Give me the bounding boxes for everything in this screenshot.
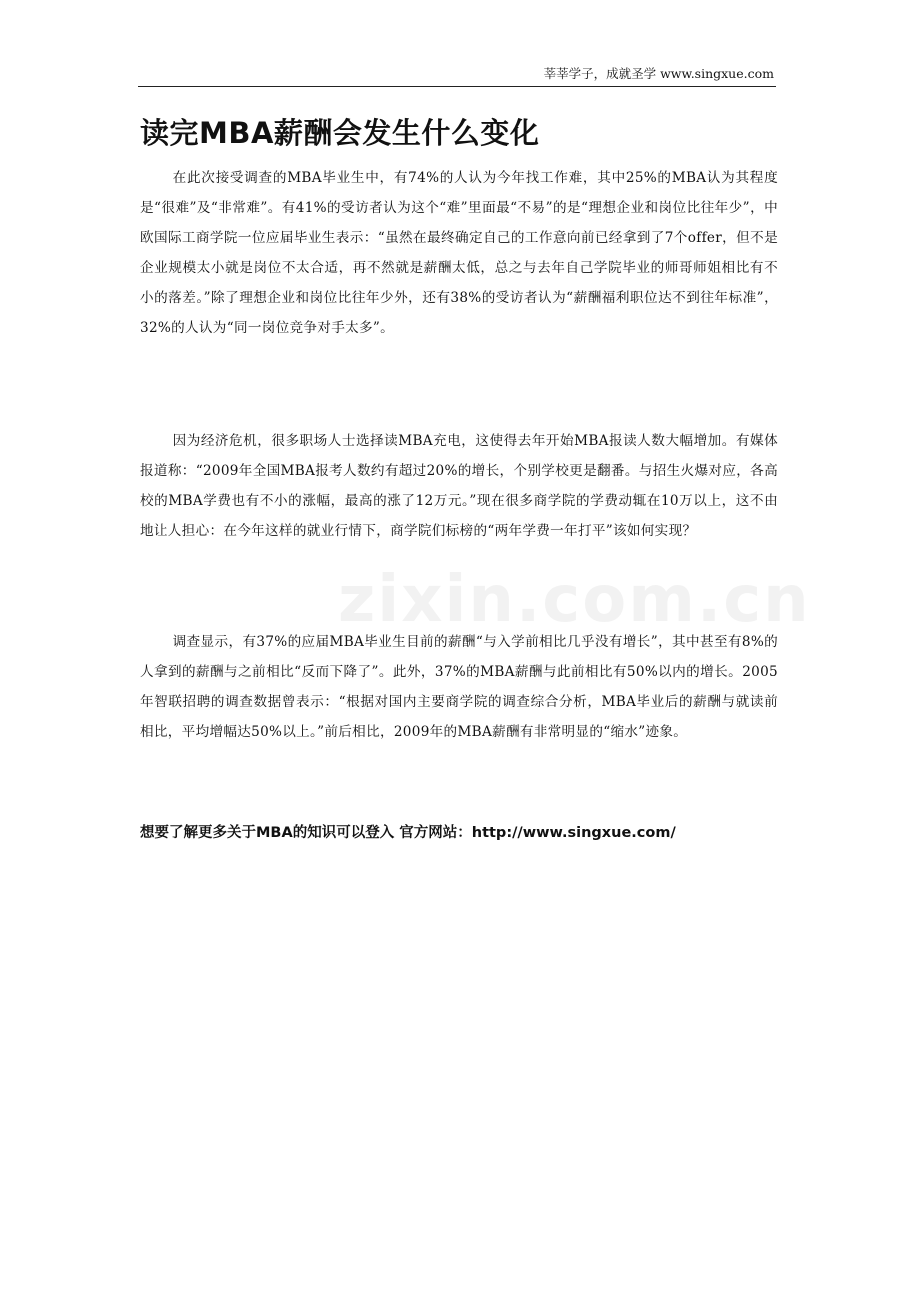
- footer-link-text: 想要了解更多关于MBA的知识可以登入 官方网站：http://www.singxue.com/: [140, 825, 676, 841]
- header-text: 莘莘学子，成就圣学 www.singxue.com: [543, 66, 774, 81]
- article-paragraph: 调查显示，有37%的应届MBA毕业生目前的薪酬“与入学前相比几乎没有增长”，其中甚至有8%的人拿到的薪酬与之前相比“反而下降了”。此外，37%的MBA薪酬与此前相比有50%以内的增长。2005年智联招聘的调查数据曾表示：“根据对国内主要商学院的调查综合分析，MBA毕业后的薪酬与就读前相比，平均增幅达50%以上。”前后相比，2009年的MBA薪酬有非常明显的“缩水”迹象。: [140, 634, 778, 740]
- page-header: [138, 64, 776, 87]
- watermark: zixin.com.cn: [338, 563, 811, 637]
- article-paragraph: 在此次接受调查的MBA毕业生中，有74%的人认为今年找工作难，其中25%的MBA认为其程度是“很难”及“非常难”。有41%的受访者认为这个“难”里面最“不易”的是“理想企业和岗位比往年少”，中欧国际工商学院一位应届毕业生表示：“虽然在最终确定自己的工作意向前已经拿到了7个offer，但不是企业规模太小就是岗位不太合适，再不然就是薪酬太低，总之与去年自己学院毕业的师哥师姐相比有不小的落差。”除了理想企业和岗位比往年少外，还有38%的受访者认为“薪酬福利职位达不到往年标准”，32%的人认为“同一岗位竞争对手太多”。: [140, 170, 778, 336]
- article-paragraph: 因为经济危机，很多职场人士选择读MBA充电，这使得去年开始MBA报读人数大幅增加。有媒体报道称：“2009年全国MBA报考人数约有超过20%的增长，个别学校更是翻番。与招生火爆对应，各高校的MBA学费也有不小的涨幅，最高的涨了12万元。”现在很多商学院的学费动辄在10万以上，这不由地让人担心：在今年这样的就业行情下，商学院们标榜的“两年学费一年打平”该如何实现？: [140, 433, 778, 539]
- article-title: 读完MBA薪酬会发生什么变化: [140, 116, 540, 150]
